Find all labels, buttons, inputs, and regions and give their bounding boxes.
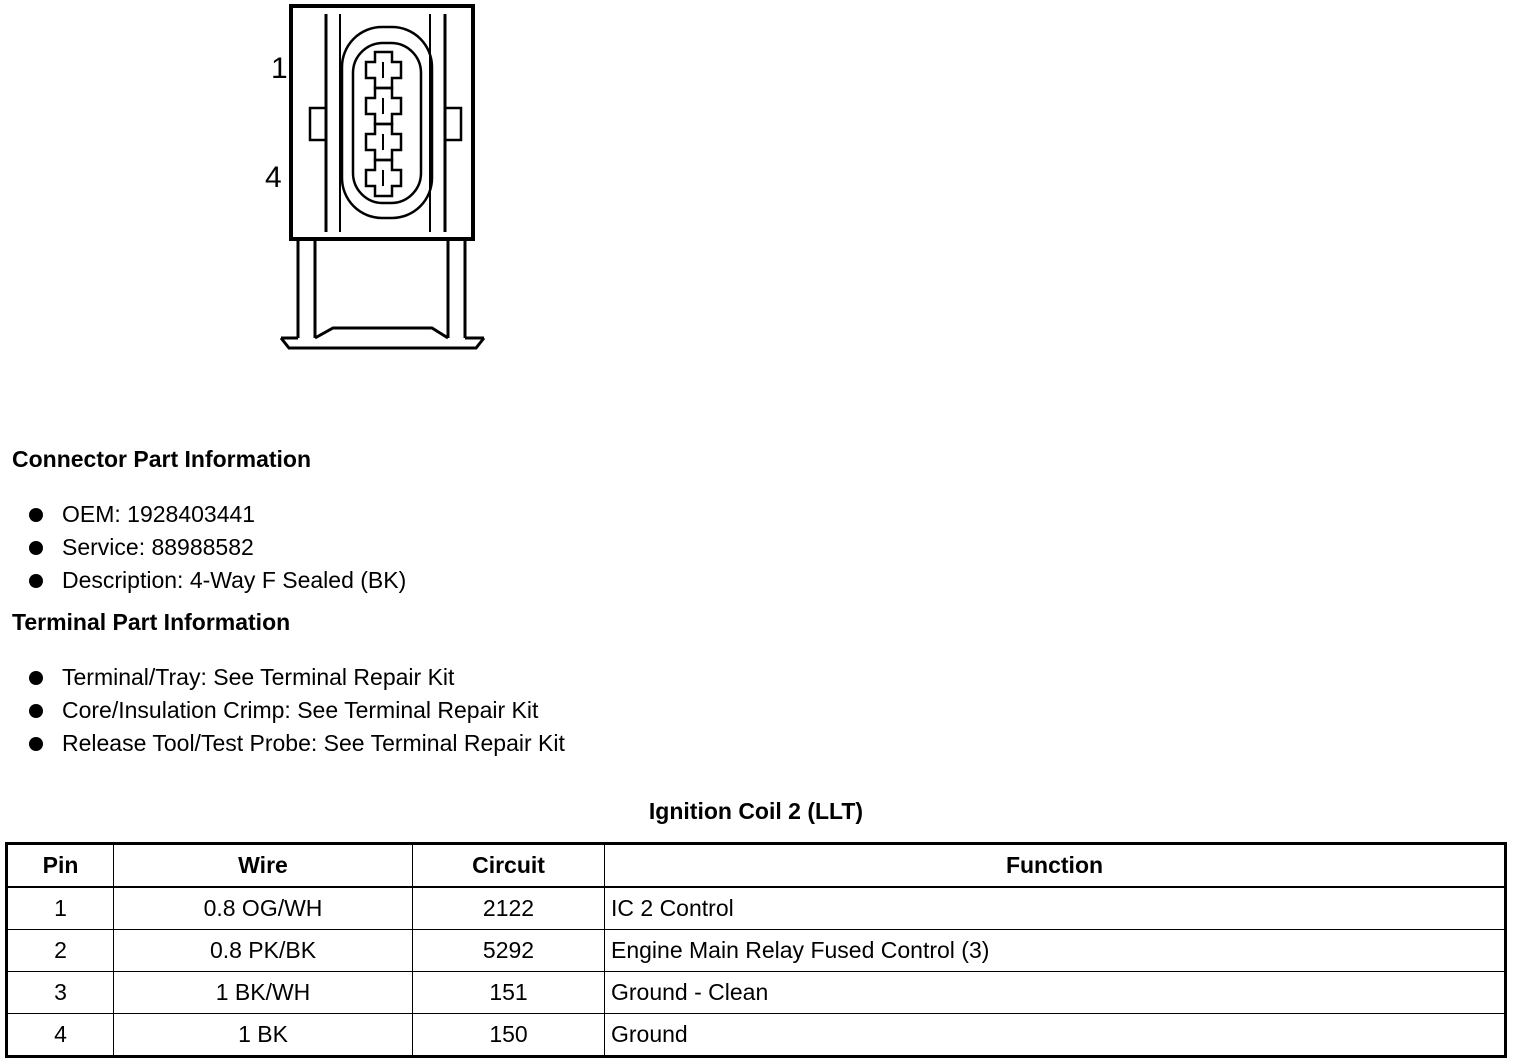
column-header-circuit: Circuit (413, 844, 605, 888)
cell-circuit: 2122 (413, 887, 605, 930)
cell-function: Ground (605, 1014, 1506, 1057)
bullet-icon (29, 737, 43, 751)
cell-wire: 0.8 OG/WH (114, 887, 413, 930)
table-row (7, 930, 1506, 972)
connector-info-list (28, 498, 406, 597)
cell-circuit: 150 (413, 1014, 605, 1057)
connector-info-heading: Connector Part Information (12, 446, 312, 472)
terminal-info-heading: Terminal Part Information (12, 609, 291, 635)
cell-wire: 1 BK/WH (114, 972, 413, 1014)
cell-wire: 1 BK (114, 1014, 413, 1057)
connector-diagram (0, 0, 520, 360)
list-item: Release Tool/Test Probe: See Terminal Repair Kit (28, 727, 565, 760)
bullet-icon (29, 671, 43, 685)
column-header-pin: Pin (7, 844, 114, 888)
cell-function: Ground - Clean (605, 972, 1506, 1014)
table-title: Ignition Coil 2 (LLT) (648, 798, 864, 824)
table-row (7, 972, 1506, 1014)
terminal-info-list (28, 661, 565, 760)
list-item: Core/Insulation Crimp: See Terminal Repair Kit (28, 694, 565, 727)
table-header-row (7, 844, 1506, 888)
table-row (7, 1014, 1506, 1057)
bullet-icon (29, 541, 43, 555)
cell-circuit: 151 (413, 972, 605, 1014)
table-row (7, 887, 1506, 930)
list-item: OEM: 1928403441 (28, 498, 406, 531)
cell-pin: 1 (7, 887, 114, 930)
cell-function: Engine Main Relay Fused Control (3) (605, 930, 1506, 972)
cell-pin: 3 (7, 972, 114, 1014)
cell-pin: 2 (7, 930, 114, 972)
terminal-cavities (366, 52, 401, 196)
bullet-icon (29, 704, 43, 718)
column-header-function: Function (605, 844, 1506, 888)
list-item: Service: 88988582 (28, 531, 406, 564)
cell-circuit: 5292 (413, 930, 605, 972)
pin-table (5, 842, 1507, 1058)
cell-wire: 0.8 PK/BK (114, 930, 413, 972)
bullet-icon (29, 574, 43, 588)
cell-pin: 4 (7, 1014, 114, 1057)
column-header-wire: Wire (114, 844, 413, 888)
pin-label-4: 4 (265, 161, 282, 194)
list-item: Description: 4-Way F Sealed (BK) (28, 564, 406, 597)
cell-function: IC 2 Control (605, 887, 1506, 930)
bullet-icon (29, 508, 43, 522)
list-item: Terminal/Tray: See Terminal Repair Kit (28, 661, 565, 694)
pin-label-1: 1 (271, 52, 288, 85)
